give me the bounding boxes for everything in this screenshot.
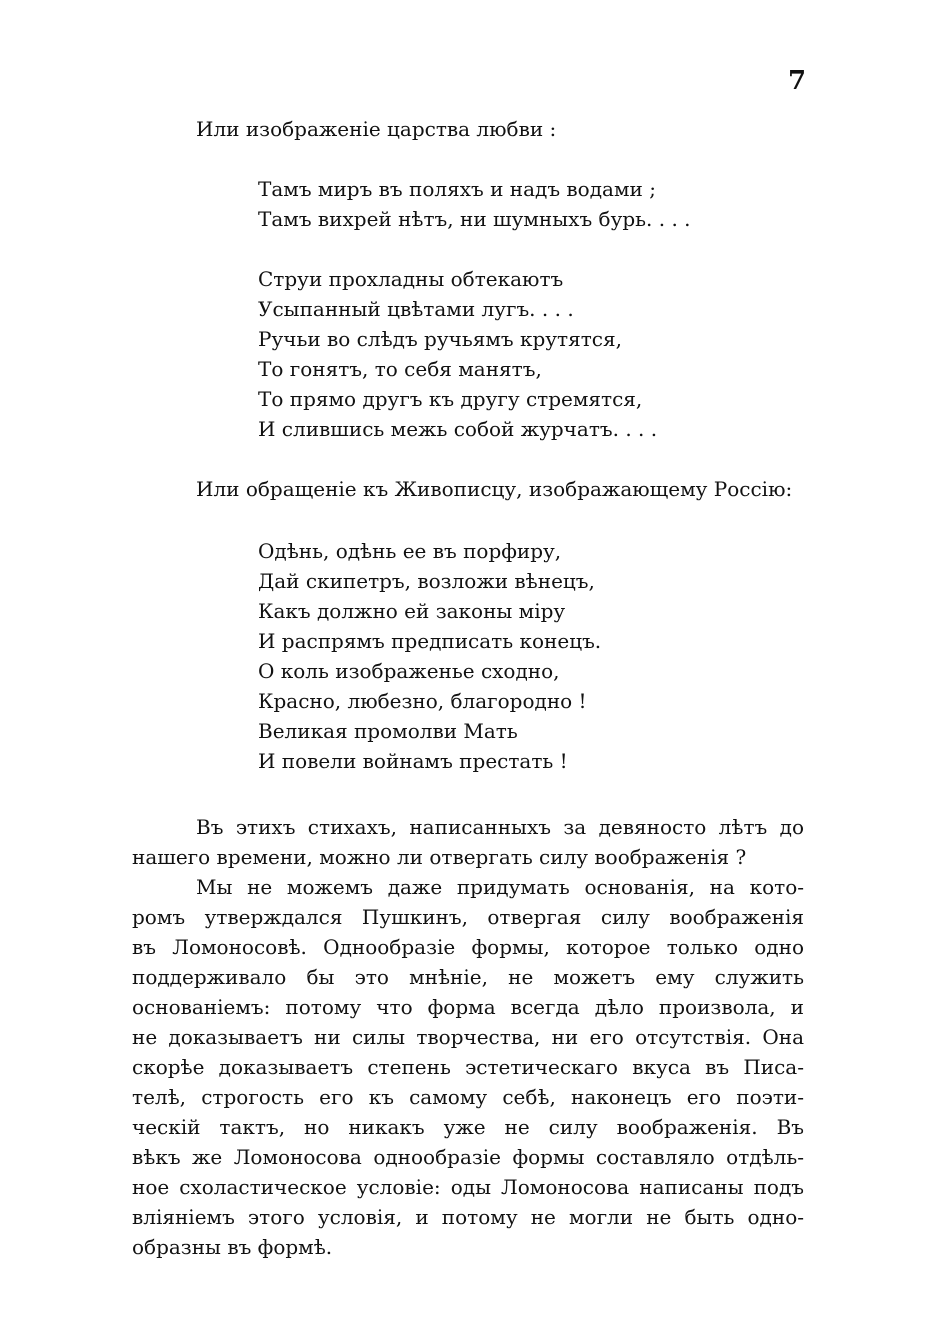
paragraph-line: въ Ломоносовѣ. Однообразіе формы, которое только одно xyxy=(132,935,804,959)
verse-line: То гонятъ, то себя манятъ, xyxy=(258,357,542,381)
paragraph-line: вѣкъ же Ломоносова однообразіе формы составляло отдѣль- xyxy=(132,1145,804,1169)
paragraph-line: образны въ формѣ. xyxy=(132,1235,333,1259)
verse-line: И распрямъ предписать конецъ. xyxy=(258,629,602,653)
verse-line: Красно, любезно, благородно ! xyxy=(258,689,587,713)
paragraph-line: вліяніемъ этого условія, и потому не могли не быть одно- xyxy=(132,1205,804,1229)
intro-line-1: Или изображеніе царства любви : xyxy=(196,117,557,141)
paragraph-line: ное схоластическое условіе: оды Ломоносова написаны подъ xyxy=(132,1175,804,1199)
paragraph-line: Мы не можемъ даже придумать основанія, на кото- xyxy=(196,875,804,899)
paragraph-line: телѣ, строгость его къ самому себѣ, наконецъ его поэти- xyxy=(132,1085,804,1109)
verse-line: О коль изображенье сходно, xyxy=(258,659,560,683)
paragraph-line: основаніемъ: потому что форма всегда дѣло произвола, и xyxy=(132,995,804,1019)
verse-line: Струи прохладны обтекаютъ xyxy=(258,267,564,291)
page-number: 7 xyxy=(788,66,807,96)
verse-line: То прямо другъ къ другу стремятся, xyxy=(258,387,643,411)
paragraph-line: ромъ утверждался Пушкинъ, отвергая силу воображенія xyxy=(132,905,804,929)
verse-line: Какъ должно ей законы міру xyxy=(258,599,566,623)
intro-line-2: Или обращеніе къ Живописцу, изображающему Россію: xyxy=(196,477,793,501)
verse-line: Ручьи во слѣдъ ручьямъ крутятся, xyxy=(258,327,622,351)
verse-line: Дай скипетръ, возложи вѣнецъ, xyxy=(258,569,595,593)
paragraph-line: Въ этихъ стихахъ, написанныхъ за девяносто лѣтъ до xyxy=(196,815,804,839)
paragraph-line: нашего времени, можно ли отвергать силу воображенія ? xyxy=(132,845,747,869)
verse-line: Усыпанный цвѣтами лугъ. . . . xyxy=(258,297,574,321)
paragraph-line: скорѣе доказываетъ степень эстетическаго вкуса въ Писа- xyxy=(132,1055,804,1079)
paragraph-line: не доказываетъ ни силы творчества, ни его отсутствія. Она xyxy=(132,1025,804,1049)
verse-line: И повели войнамъ престать ! xyxy=(258,749,568,773)
paragraph-line: ческій тактъ, но никакъ уже не силу воображенія. Въ xyxy=(132,1115,804,1139)
verse-line: Тамъ миръ въ поляхъ и надъ водами ; xyxy=(258,177,656,201)
verse-line: И слившись межь собой журчатъ. . . . xyxy=(258,417,658,441)
verse-line: Одѣнь, одѣнь ее въ порфиру, xyxy=(258,539,562,563)
verse-line: Тамъ вихрей нѣтъ, ни шумныхъ бурь. . . . xyxy=(258,207,691,231)
verse-line: Великая промолви Мать xyxy=(258,719,518,743)
paragraph-line: поддерживало бы это мнѣніе, не можетъ ему служить xyxy=(132,965,804,989)
